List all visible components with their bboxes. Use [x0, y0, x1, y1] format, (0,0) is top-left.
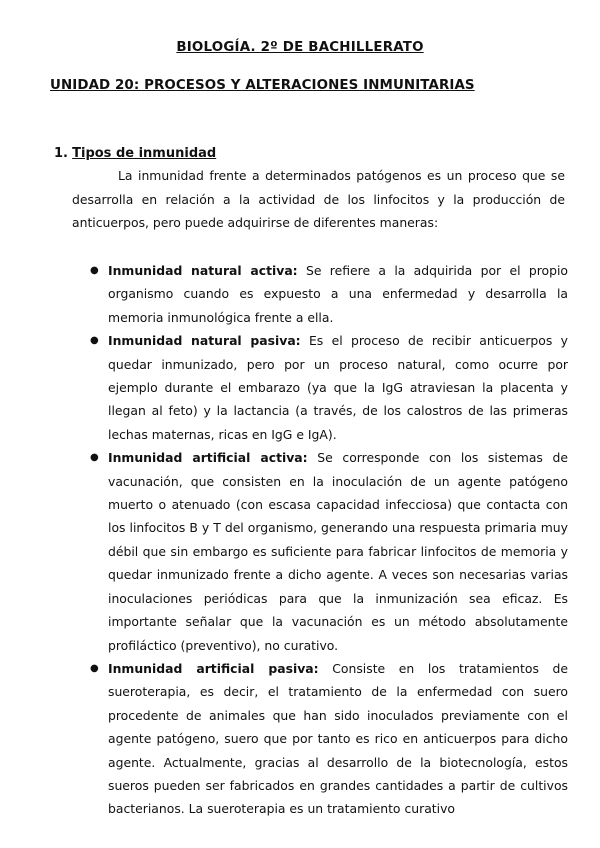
bullet-icon: ● [90, 335, 99, 347]
immunity-types-list [90, 259, 568, 821]
item-text: Se corresponde con los sistemas de vacunación, que consisten en la inoculación de un agente patógeno muerto o atenuado (con escasa capacidad infecciosa) que contacta con los linfocitos B y T del organismo, generando una respuesta primaria muy débil que sin embargo es suficiente para fabricar linfocitos de memoria y quedar inmunizado frente a dicho agente. A veces son necesarias varias inoculaciones periódicas para que la inmunización sea eficaz. Es importante señalar que la vacunación es un método absolutamente profiláctico (preventivo), no curativo. [108, 450, 568, 653]
item-term: Inmunidad natural activa: [108, 263, 298, 278]
item-text: Consiste en los tratamientos de sueroterapia, es decir, el tratamiento de la enfermedad con suero procedente de animales que han sido inoculados previamente con el agente patógeno, suero que por tanto es rico en anticuerpos para dicho agente. Actualmente, gracias al desarrollo de la biotecnología, estos sueros pueden ser fabricados en grandes cantidades a partir de cultivos bacterianos. La sueroterapia es un tratamiento curativo [108, 660, 569, 817]
item-term: Inmunidad artificial activa: [108, 450, 308, 466]
section-number: 1. [54, 146, 68, 161]
section-heading [54, 146, 216, 161]
item-text: Es el proceso de recibir anticuerpos y quedar inmunizado, pero por un proceso natural, como ocurre por ejemplo durante el embarazo (ya que la IgG atraviesan la placenta y llegan al feto) y la lactancia (a través, de los calostros de las primeras lechas maternas, ricas en IgG e IgA). [108, 333, 568, 442]
list-item [90, 446, 568, 657]
item-term: Inmunidad artificial pasiva: [108, 660, 319, 676]
intro-paragraph: La inmunidad frente a determinados patógenos es un proceso que se desarrolla en relación a la actividad de los linfocitos y la producción de anticuerpos, pero puede adquirirse de diferentes maneras: [72, 168, 565, 230]
bullet-icon: ● [90, 662, 99, 674]
section-title: Tipos de inmunidad [72, 146, 217, 161]
bullet-icon: ● [90, 452, 99, 464]
item-text: Se refiere a la adquirida por el propio organismo cuando es expuesto a una enfermedad y desarrolla la memoria inmunológica frente a ella. [108, 263, 568, 325]
list-item [90, 657, 568, 821]
course-title: BIOLOGÍA. 2º DE BACHILLERATO [176, 40, 424, 55]
bullet-icon: ● [90, 265, 99, 276]
list-item [90, 329, 568, 446]
unit-title: UNIDAD 20: PROCESOS Y ALTERACIONES INMUNITARIAS [50, 78, 475, 93]
item-term: Inmunidad natural pasiva: [108, 333, 301, 349]
list-item [90, 259, 568, 329]
